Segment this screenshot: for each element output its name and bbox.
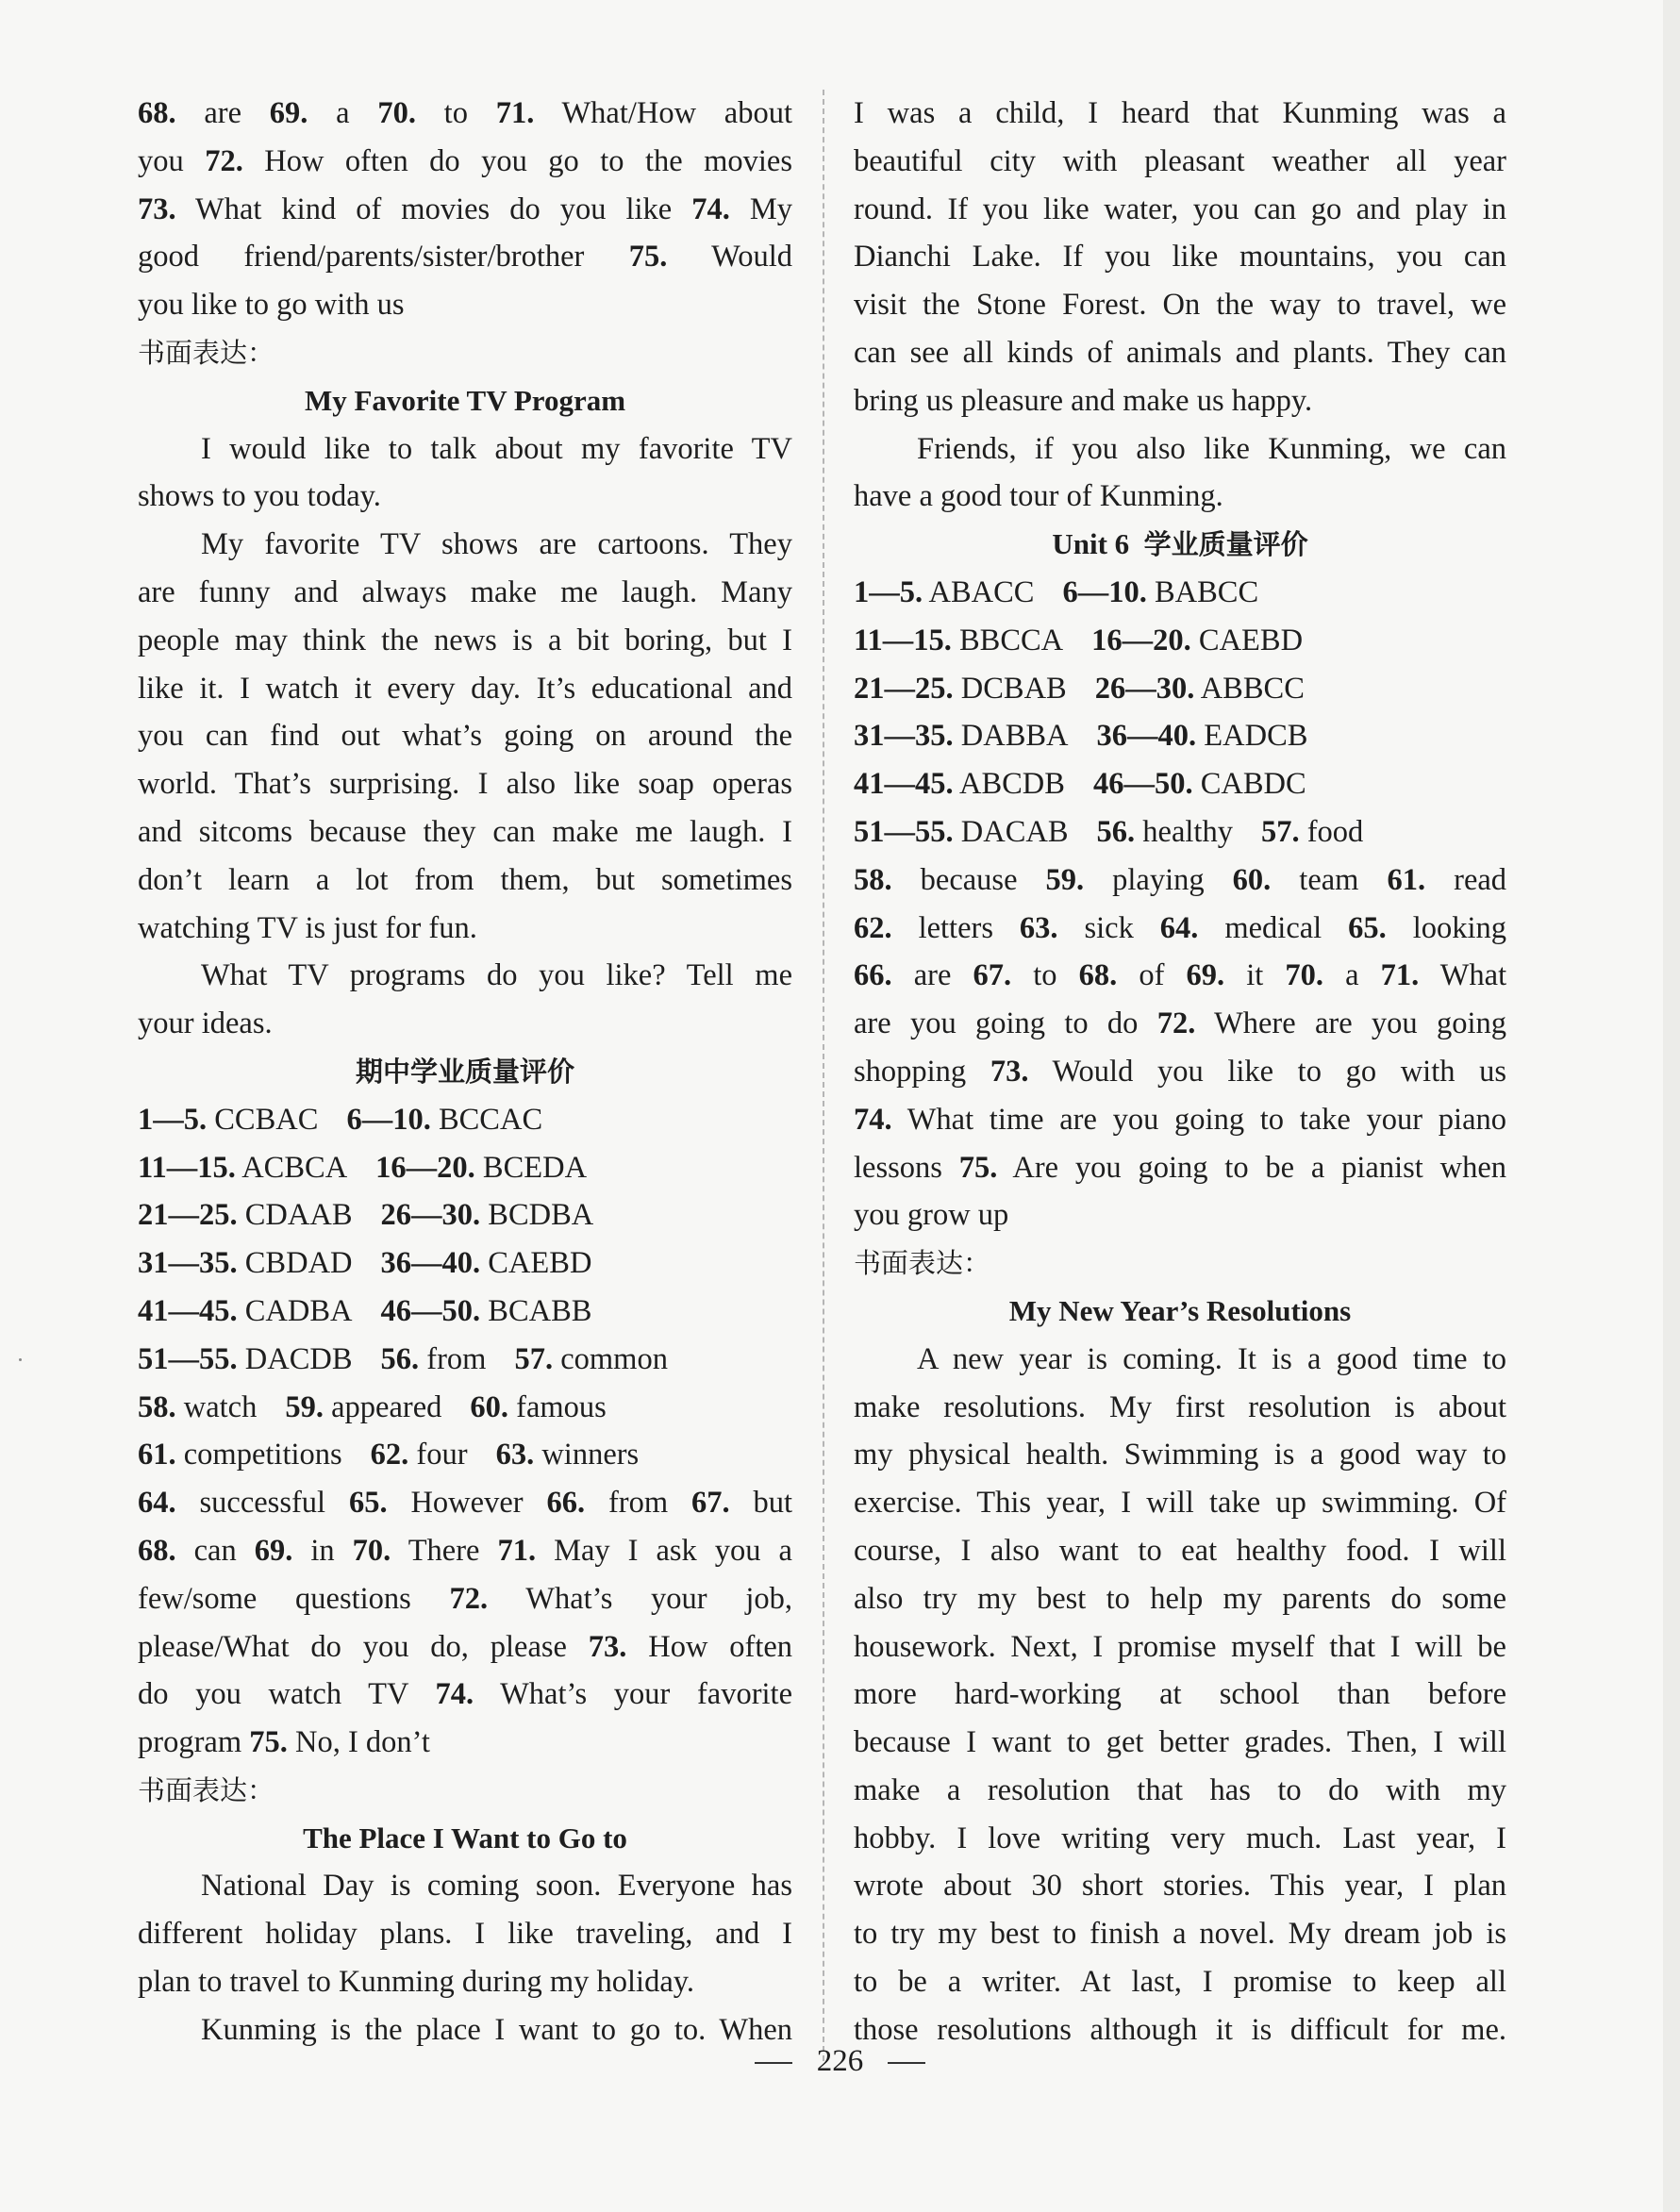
- essay-line: My favorite TV shows are cartoons. They: [201, 527, 792, 562]
- answer-line: 74. What time are you going to take your piano: [854, 1102, 1506, 1137]
- answer-line: good friend/parents/sister/brother 75. Would: [138, 240, 792, 274]
- answer-line: 58. because 59. playing 60. team 61. read: [854, 862, 1506, 897]
- essay-line: to be a writer. At last, I promise to keep all: [854, 1965, 1506, 2000]
- answer-line: are you going to do 72. Where are you going: [854, 1006, 1506, 1041]
- answer-line: 1—5. CCBAC 6—10. BCCAC: [138, 1102, 543, 1137]
- answer-line: 61. competitions 62. four 63. winners: [138, 1438, 640, 1472]
- right-column: [854, 90, 1506, 2054]
- essay-line: beautiful city with pleasant weather all year: [854, 143, 1506, 178]
- answer-line: 11—15. ACBCA 16—20. BCEDA: [138, 1150, 588, 1185]
- essay-title: My Favorite TV Program: [304, 383, 626, 417]
- essay-line: more hard-working at school than before: [854, 1677, 1506, 1712]
- answer-line: shopping 73. Would you like to go with us: [854, 1054, 1506, 1089]
- section-title: 期中学业质量评价: [355, 1055, 574, 1088]
- essay-line: your ideas.: [138, 1006, 273, 1041]
- essay-line: make a resolution that has to do with my: [854, 1772, 1506, 1807]
- essay-line: have a good tour of Kunming.: [854, 479, 1223, 514]
- answer-line: 58. watch 59. appeared 60. famous: [138, 1389, 607, 1424]
- essay-line: because I want to get better grades. Then, I will: [854, 1725, 1506, 1760]
- answer-line: 51—55. DACDB 56. from 57. common: [138, 1341, 668, 1376]
- essay-line: are funny and always make me laugh. Many: [138, 574, 792, 609]
- answer-line: you 72. How often do you go to the movies: [138, 143, 792, 178]
- essay-line: hobby. I love writing very much. Last year, I: [854, 1821, 1506, 1855]
- answer-line: 11—15. BBCCA 16—20. CAEBD: [854, 623, 1304, 657]
- essay-line: my physical health. Swimming is a good way to: [854, 1438, 1506, 1472]
- essay-line: Kunming is the place I want to go to. When: [201, 2012, 792, 2047]
- answer-line: 41—45. ABCDB 46—50. CABDC: [854, 767, 1306, 802]
- answer-line: you like to go with us: [138, 288, 405, 323]
- essay-line: housework. Next, I promise myself that I will be: [854, 1629, 1506, 1664]
- answer-line: 68. can 69. in 70. There 71. May I ask you a: [138, 1533, 792, 1568]
- answer-line: lessons 75. Are you going to be a pianist when: [854, 1150, 1506, 1185]
- essay-line: course, I also want to eat healthy food. I will: [854, 1533, 1506, 1568]
- essay-line: people may think the news is a bit boring, but I: [138, 623, 792, 657]
- essay-line: visit the Stone Forest. On the way to travel, we: [854, 288, 1506, 323]
- essay-line: I would like to talk about my favorite TV: [201, 431, 792, 466]
- answer-line: 66. are 67. to 68. of 69. it 70. a 71. What: [854, 958, 1506, 993]
- essay-line: also try my best to help my parents do some: [854, 1581, 1506, 1616]
- essay-line: bring us pleasure and make us happy.: [854, 383, 1313, 418]
- column-divider: [823, 90, 824, 2061]
- answer-line: do you watch TV 74. What’s your favorite: [138, 1677, 792, 1712]
- answer-line: few/some questions 72. What’s your job,: [138, 1581, 792, 1616]
- essay-line: wrote about 30 short stories. This year, I plan: [854, 1869, 1506, 1904]
- answer-line: 64. successful 65. However 66. from 67. but: [138, 1486, 792, 1521]
- answer-line: 31—35. DABBA 36—40. EADCB: [854, 719, 1308, 754]
- essay-line: don’t learn a lot from them, but sometimes: [138, 862, 792, 897]
- page-footer: [0, 2037, 1680, 2085]
- essay-line: can see all kinds of animals and plants. They can: [854, 335, 1506, 370]
- section-title: Unit 6 学业质量评价: [1052, 527, 1308, 561]
- page-edge: [1663, 0, 1680, 2212]
- writing-label: 书面表达：: [138, 336, 275, 369]
- answer-line: please/What do you do, please 73. How often: [138, 1629, 792, 1664]
- essay-line: like it. I watch it every day. It’s educational and: [138, 671, 792, 706]
- essay-line: Dianchi Lake. If you like mountains, you can: [854, 240, 1506, 274]
- answer-line: you grow up: [854, 1198, 1009, 1233]
- answer-line: 51—55. DACAB 56. healthy 57. food: [854, 814, 1364, 849]
- essay-title: The Place I Want to Go to: [303, 1821, 627, 1854]
- writing-label: 书面表达：: [138, 1773, 275, 1806]
- essay-line: different holiday plans. I like traveling, and I: [138, 1917, 792, 1952]
- answer-line: 31—35. CBDAD 36—40. CAEBD: [138, 1246, 592, 1281]
- essay-line: I was a child, I heard that Kunming was a: [854, 96, 1506, 130]
- essay-line: Friends, if you also like Kunming, we can: [917, 431, 1506, 466]
- essay-line: you can find out what’s going on around the: [138, 719, 792, 754]
- scan-speck: [19, 1358, 22, 1361]
- essay-line: exercise. This year, I will take up swimming. Of: [854, 1486, 1506, 1521]
- essay-line: plan to travel to Kunming during my holiday.: [138, 1965, 695, 2000]
- essay-line: and sitcoms because they can make me laugh. I: [138, 814, 792, 849]
- answer-line: 73. What kind of movies do you like 74. My: [138, 191, 792, 226]
- writing-label: 书面表达：: [854, 1247, 991, 1280]
- page-number: 226: [816, 2044, 864, 2078]
- essay-line: make resolutions. My first resolution is about: [854, 1389, 1506, 1424]
- answer-line: 21—25. DCBAB 26—30. ABBCC: [854, 671, 1305, 706]
- essay-line: A new year is coming. It is a good time to: [917, 1341, 1506, 1376]
- answer-line: 62. letters 63. sick 64. medical 65. looking: [854, 910, 1506, 945]
- essay-line: watching TV is just for fun.: [138, 910, 477, 945]
- essay-line: round. If you like water, you can go and play in: [854, 191, 1506, 226]
- essay-line: world. That’s surprising. I also like soap operas: [138, 767, 792, 802]
- footer-dash-right: [888, 2062, 925, 2064]
- essay-line: those resolutions although it is difficult for me.: [854, 2012, 1506, 2047]
- essay-line: shows to you today.: [138, 479, 381, 514]
- answer-line: 41—45. CADBA 46—50. BCABB: [138, 1293, 592, 1328]
- answer-line: 21—25. CDAAB 26—30. BCDBA: [138, 1198, 594, 1233]
- essay-line: to try my best to finish a novel. My dream job is: [854, 1917, 1506, 1952]
- left-column: [138, 90, 792, 2054]
- answer-line: 68. are 69. a 70. to 71. What/How about: [138, 96, 792, 130]
- essay-line: National Day is coming soon. Everyone has: [201, 1869, 792, 1904]
- answer-line: 1—5. ABACC 6—10. BABCC: [854, 574, 1259, 609]
- essay-title: My New Year’s Resolutions: [1008, 1293, 1352, 1327]
- answer-line: program 75. No, I don’t: [138, 1725, 430, 1760]
- footer-dash-left: [755, 2062, 792, 2064]
- essay-line: What TV programs do you like? Tell me: [201, 958, 792, 993]
